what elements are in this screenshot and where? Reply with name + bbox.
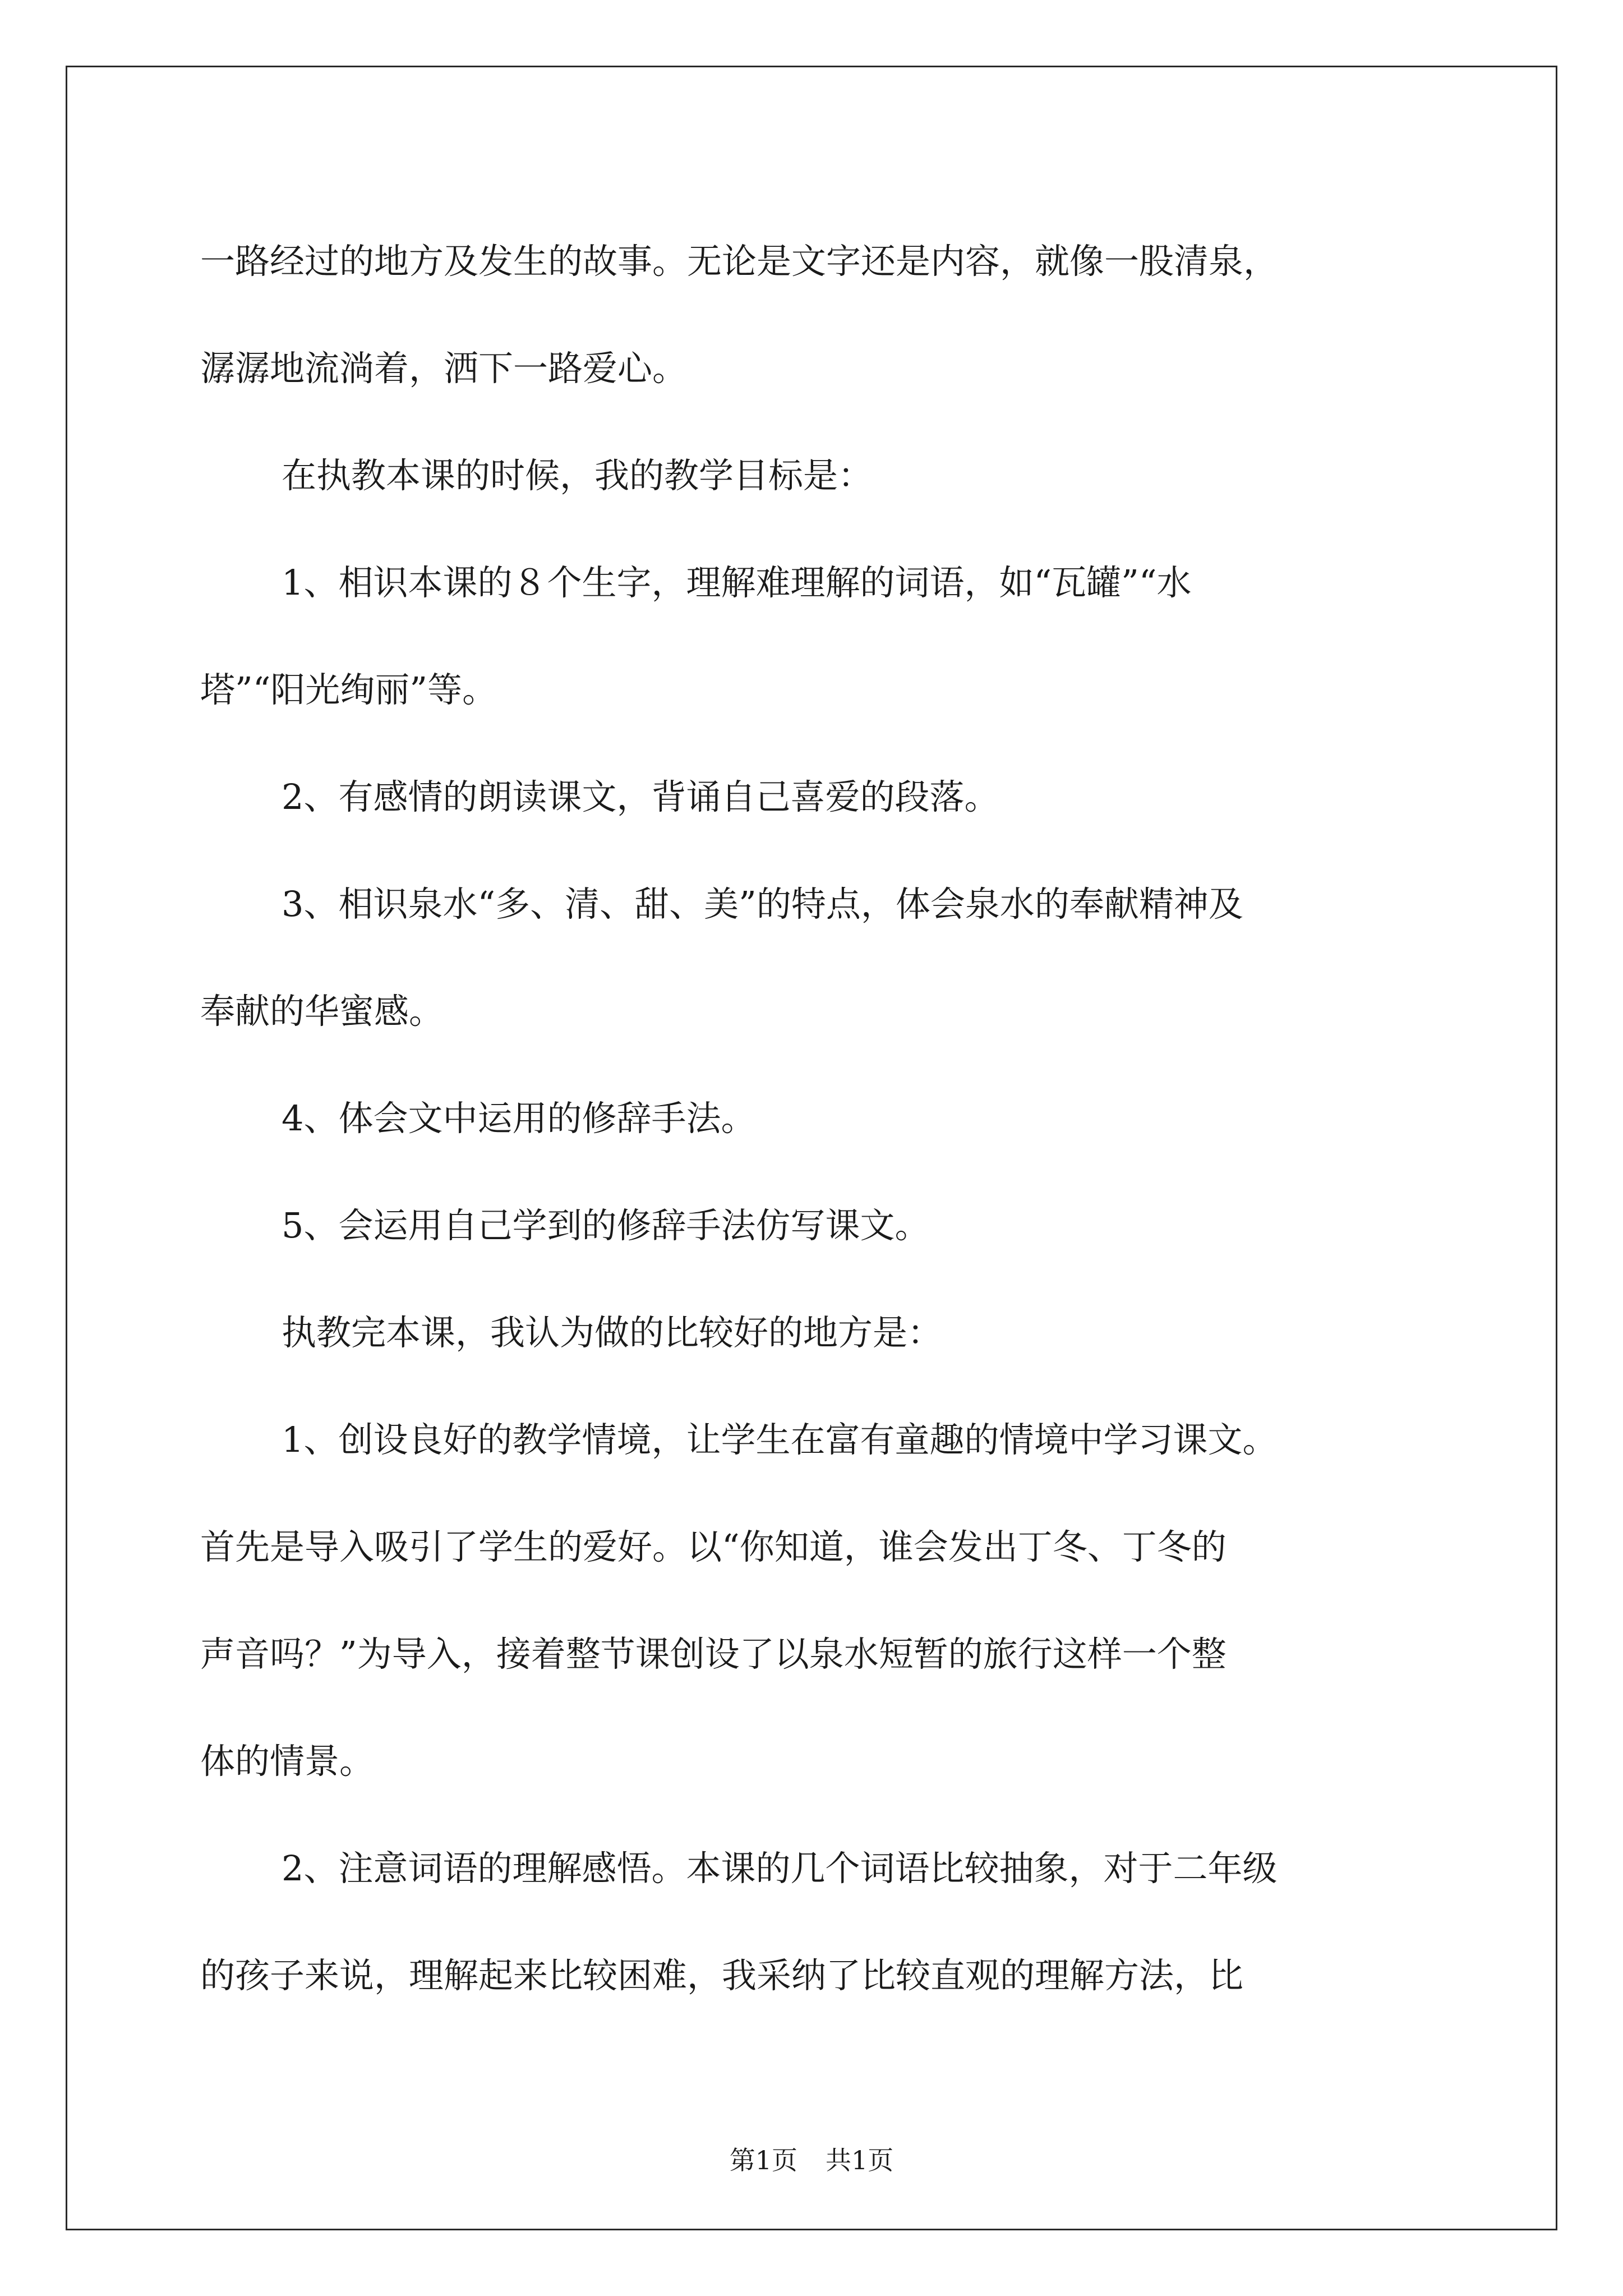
text-line: 3、相识泉水“多、清、甜、美”的特点，体会泉水的奉献精神及 bbox=[282, 884, 1243, 924]
text-line: 的孩子来说，理解起来比较困难，我采纳了比较直观的理解方法，比 bbox=[200, 1955, 1244, 1996]
text-line: 4、体会文中运用的修辞手法。 bbox=[282, 1098, 756, 1139]
text-line: 在执教本课的时候，我的教学目标是： bbox=[282, 455, 873, 496]
page-number-total: 共1页 bbox=[826, 2145, 894, 2175]
page-number-current: 第1页 bbox=[729, 2145, 797, 2175]
text-line: 奉献的华蜜感。 bbox=[200, 991, 444, 1032]
text-line: 执教完本课，我认为做的比较好的地方是： bbox=[282, 1312, 943, 1353]
text-line: 1、相识本课的８个生字，理解难理解的词语，如“瓦罐”“水 bbox=[282, 562, 1192, 603]
text-line: 2、注意词语的理解感悟。本课的几个词语比较抽象，对于二年级 bbox=[282, 1848, 1278, 1889]
text-line: 声音吗？”为导入，接着整节课创设了以泉水短暂的旅行这样一个整 bbox=[200, 1634, 1227, 1674]
text-line: 1、创设良好的教学情境，让学生在富有童趣的情境中学习课文。 bbox=[282, 1419, 1278, 1460]
text-line: 2、有感情的朗读课文，背诵自己喜爱的段落。 bbox=[282, 776, 999, 817]
document-body bbox=[200, 208, 1456, 2029]
text-line: 一路经过的地方及发生的故事。无论是文字还是内容，就像一股清泉， bbox=[200, 241, 1279, 282]
text-line: 潺潺地流淌着，洒下一路爱心。 bbox=[200, 348, 688, 389]
text-line: 塔”“阳光绚丽”等。 bbox=[200, 669, 497, 710]
text-line: 5、会运用自己学到的修辞手法仿写课文。 bbox=[282, 1205, 930, 1246]
text-line: 首先是导入吸引了学生的爱好。以“你知道，谁会发出丁冬、丁冬的 bbox=[200, 1526, 1227, 1567]
page-footer bbox=[0, 2140, 1623, 2177]
text-line: 体的情景。 bbox=[200, 1741, 375, 1782]
